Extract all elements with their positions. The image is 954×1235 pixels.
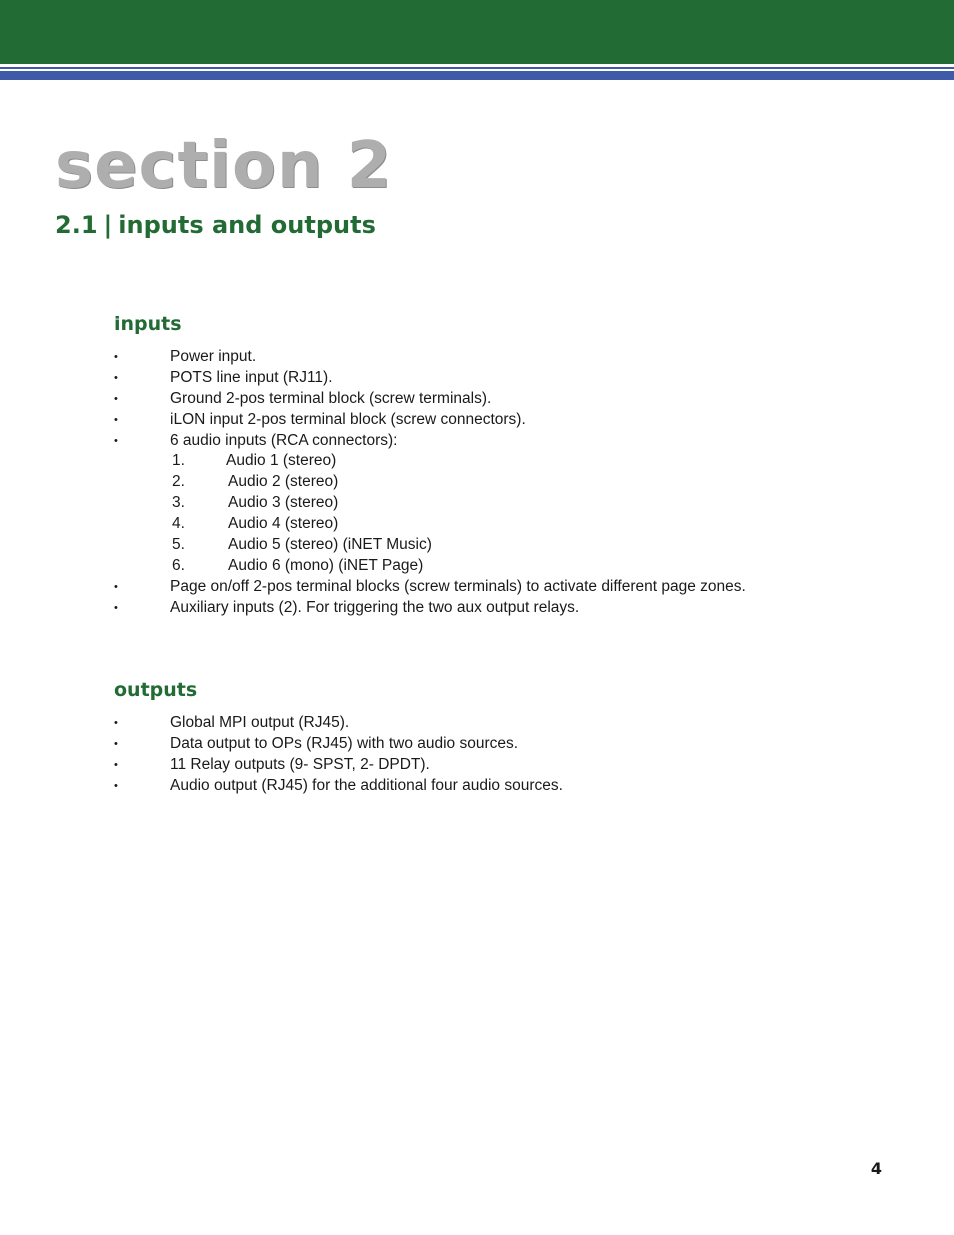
bullet-icon: • bbox=[114, 392, 118, 405]
bullet-icon: • bbox=[114, 601, 118, 614]
bullet-icon: • bbox=[114, 717, 118, 729]
bullet-icon: • bbox=[114, 580, 118, 593]
list-item-text: Ground 2-pos terminal block (screw terminals). bbox=[170, 389, 492, 407]
outputs-heading: outputs bbox=[114, 679, 198, 701]
list-item-text: iLON input 2-pos terminal block (screw connectors). bbox=[170, 410, 526, 428]
list-item bbox=[0, 776, 954, 797]
list-item-text: Auxiliary inputs (2). For triggering the two aux output relays. bbox=[170, 598, 580, 616]
item-number: 4. bbox=[172, 515, 185, 533]
list-item bbox=[0, 755, 954, 776]
item-number: 2. bbox=[172, 473, 185, 491]
bullet-icon: • bbox=[114, 779, 118, 792]
bullet-icon: • bbox=[114, 371, 118, 384]
numbered-item-text: Audio 1 (stereo) bbox=[226, 452, 337, 470]
list-item bbox=[0, 368, 954, 389]
list-item bbox=[0, 389, 954, 410]
list-item bbox=[0, 410, 954, 431]
bullet-icon: • bbox=[114, 758, 118, 771]
list-item-text: Power input. bbox=[170, 348, 257, 365]
subsection-title bbox=[55, 208, 376, 242]
bullet-icon: • bbox=[114, 413, 118, 426]
list-item bbox=[0, 431, 954, 452]
inputs-heading: inputs bbox=[114, 313, 182, 335]
bullet-icon: • bbox=[114, 737, 118, 750]
numbered-item bbox=[0, 556, 954, 577]
numbered-item-text: Audio 4 (stereo) bbox=[228, 515, 339, 533]
numbered-item-text: Audio 2 (stereo) bbox=[228, 473, 339, 491]
list-item bbox=[0, 734, 954, 755]
bullet-icon: • bbox=[114, 434, 118, 447]
bullet-icon: • bbox=[114, 351, 118, 363]
list-item-text: Audio output (RJ45) for the additional four audio sources. bbox=[170, 776, 563, 794]
list-item-text: 11 Relay outputs (9- SPST, 2- DPDT). bbox=[170, 755, 430, 773]
list-item bbox=[0, 577, 954, 598]
page-number: 4 bbox=[870, 1159, 882, 1178]
inputs-list bbox=[0, 347, 954, 619]
list-item bbox=[0, 713, 954, 734]
numbered-item bbox=[0, 451, 954, 472]
item-number: 5. bbox=[172, 536, 185, 554]
numbered-item bbox=[0, 535, 954, 556]
section-title: section 2 bbox=[55, 129, 393, 203]
item-number: 3. bbox=[172, 494, 185, 512]
list-item-text: POTS line input (RJ11). bbox=[170, 368, 333, 386]
numbered-item-text: Audio 6 (mono) (iNET Page) bbox=[228, 556, 424, 574]
list-item bbox=[0, 598, 954, 619]
subsection-text: inputs and outputs bbox=[118, 211, 376, 239]
subsection-separator: | bbox=[103, 211, 113, 239]
numbered-item-text: Audio 5 (stereo) (iNET Music) bbox=[228, 536, 432, 554]
list-item-text: Global MPI output (RJ45). bbox=[170, 714, 350, 731]
item-number: 6. bbox=[172, 556, 185, 574]
numbered-item-text: Audio 3 (stereo) bbox=[228, 494, 339, 512]
numbered-item bbox=[0, 472, 954, 493]
outputs-list bbox=[0, 713, 954, 797]
list-item-text: Data output to OPs (RJ45) with two audio sources. bbox=[170, 734, 519, 752]
list-item-text: Page on/off 2-pos terminal blocks (screw terminals) to activate different page zones. bbox=[170, 577, 746, 595]
list-item-text: 6 audio inputs (RCA connectors): bbox=[170, 431, 398, 449]
item-number: 1. bbox=[172, 452, 185, 470]
list-item bbox=[0, 347, 954, 368]
numbered-item bbox=[0, 493, 954, 514]
numbered-item bbox=[0, 514, 954, 535]
header-blue-thick-rule bbox=[0, 71, 954, 80]
header-green-band bbox=[0, 0, 954, 64]
subsection-number: 2.1 bbox=[55, 211, 98, 239]
